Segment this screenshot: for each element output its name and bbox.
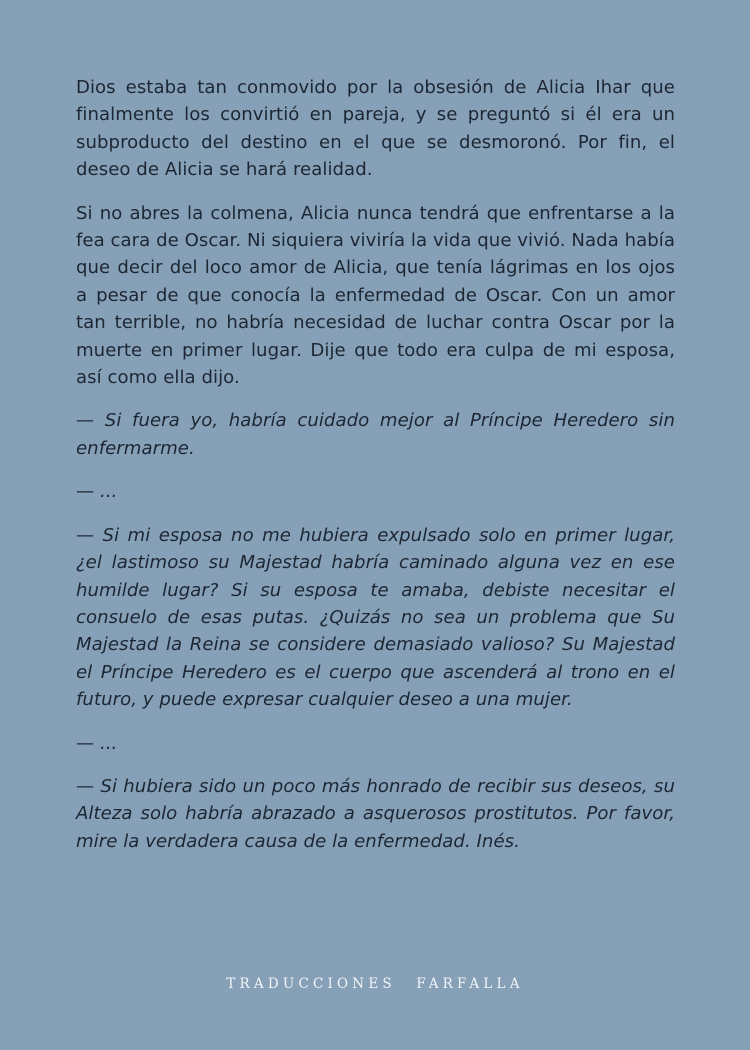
document-body bbox=[76, 74, 675, 855]
dialogue-line-1: — Si fuera yo, habría cuidado mejor al Príncipe Heredero sin enfermarme. bbox=[76, 410, 675, 459]
paragraph-1: Dios estaba tan conmovido por la obsesión de Alicia Ihar que finalmente los convirtió en pareja, y se preguntó si él era un subproducto del destino en el que se desmoronó. Por fin, el deseo de Alicia se hará realidad. bbox=[76, 77, 675, 181]
dialogue-line-2: — ... bbox=[76, 481, 118, 503]
dialogue-line-3: — Si mi esposa no me hubiera expulsado solo en primer lugar, ¿el lastimoso su Majestad habría caminado alguna vez en ese humilde lugar? Si su esposa te amaba, debiste necesitar el consuelo de esas putas. ¿Quizás no sea un problema que Su Majestad la Reina se considere demasiado valioso? Su Majestad el Príncipe Heredero es el cuerpo que ascenderá al trono en el futuro, y puede expresar cualquier deseo a una mujer. bbox=[76, 524, 675, 711]
paragraph-2: Si no abres la colmena, Alicia nunca tendrá que enfrentarse a la fea cara de Oscar. Ni siquiera viviría la vida que vivió. Nada había que decir del loco amor de Alicia, que tenía lágrimas en los ojos a pesar de que conocía la enfermedad de Oscar. Con un amor tan terrible, no habría necesidad de luchar contra Oscar por la muerte en primer lugar. Dije que todo era culpa de mi esposa, así como ella dijo. bbox=[76, 202, 675, 389]
dialogue-line-4: — ... bbox=[76, 732, 118, 754]
dialogue-line-5: — Si hubiera sido un poco más honrado de recibir sus deseos, su Alteza solo habría abrazado a asquerosos prostitutos. Por favor, mire la verdadera causa de la enfermedad. Inés. bbox=[76, 775, 675, 852]
footer-credit: TRADUCCIONES FARFALLA bbox=[226, 976, 524, 992]
